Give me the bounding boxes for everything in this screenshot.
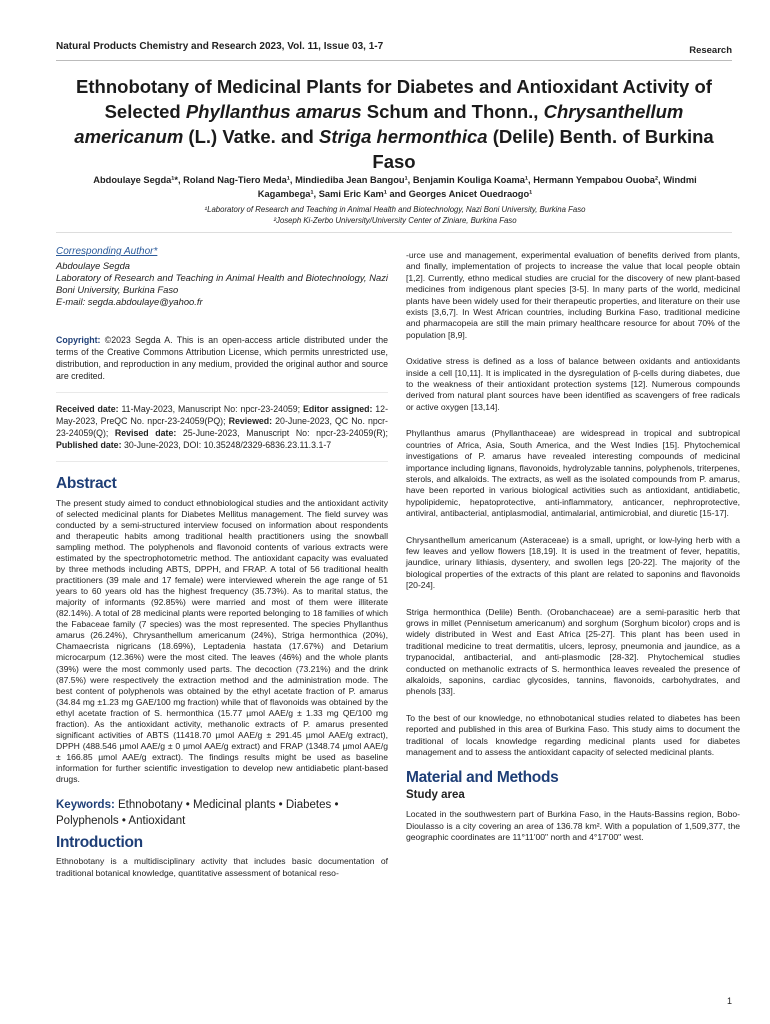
corresponding-name: Abdoulaye Segda xyxy=(56,260,131,272)
author-list: Abdoulaye Segda¹*, Roland Nag-Tiero Meda¹, Mindiediba Jean Bangou¹, Benjamin Kouliga Koama¹, Hermann Yempabou Ouoba², Windmi Kagambega¹, Sami Eric Kam¹ and Georges Anicet Ouedraogo¹ xyxy=(93,175,697,199)
copyright-notice xyxy=(56,334,388,382)
paragraph: To the best of our knowledge, no ethnobotanical studies related to diabetes has been reported and published in this area of Burkina Faso. This study aims to document the traditional of locals knowledge regarding medicinal plants used for diabetes management and to assess the antioxidant capacity of selected medicinal plants. xyxy=(406,712,740,758)
title-species: Striga hermonthica xyxy=(318,126,488,147)
right-column xyxy=(406,250,740,843)
revised-label: Revised date: xyxy=(114,428,177,439)
revised-value: 25-June-2023, Manuscript No: npcr-23-24059(R); xyxy=(176,428,388,439)
article-title xyxy=(56,74,732,174)
paragraph: Striga hermonthica (Delile) Benth. (Orobanchaceae) are a semi-parasitic herb that grows in millet (Pennisetum americanum) and sorghum (Sorghum bicolor) crops and is widely distributed in West and East Africa [25-27]. This plant has been used in traditional medicine to treat dermatitis, ulcers, leprosy, pneumonia and jaundice, as a trypanocidal, antibacterial, and anti-plasmodic [28-32]. Phytochemical studies conducted on methanolic extracts of S. hermonthica leaves revealed the presence of alkaloids, saponins, cardiac glycosides, tannins, flavonoids, carbohydrates, and phenols [33]. xyxy=(406,606,740,697)
corresponding-affiliation: Laboratory of Research and Teaching in Animal Health and Biotechnology, Nazi Boni University, Burkina Faso xyxy=(56,272,388,296)
divider xyxy=(56,461,388,462)
copyright-label: Copyright: xyxy=(56,335,101,346)
title-species: Phyllanthus amarus xyxy=(185,101,362,122)
title-species: Chrysanthellum americanum xyxy=(74,101,684,147)
keywords-list: Ethnobotany • Medicinal plants • Diabetes • Polyphenols • Antioxidant xyxy=(56,799,339,828)
left-column xyxy=(56,246,388,879)
corresponding-author-heading: Corresponding Author* xyxy=(56,246,158,257)
affiliation-1: ¹Laboratory of Research and Teaching in Animal Health and Biotechnology, Nazi Boni University, Burkina Faso xyxy=(204,205,586,214)
title-text: Ethnobotany of Medicinal Plants for Diabetes and Antioxidant Activity of Selected xyxy=(76,76,712,122)
title-rule xyxy=(56,232,732,233)
introduction-paragraph: Ethnobotany is a multidisciplinary activity that includes basic documentation of traditional botanical knowledge, quantitative assessment of botanical reso- xyxy=(56,856,388,878)
published-label: Published date: xyxy=(56,440,122,451)
methods-heading: Material and Methods xyxy=(406,769,559,787)
corresponding-email[interactable]: E-mail: segda.abdoulaye@yahoo.fr xyxy=(56,296,203,308)
page-header xyxy=(56,41,732,61)
paragraph: Located in the southwestern part of Burkina Faso, in the Hauts-Bassins region, Bobo-Dioulasso is a city covering an area of 136.78 km². With a population of 1,509,377, the geographic coordinates are 11°11'00" north and 4°17'00" west. xyxy=(406,809,740,843)
introduction-heading: Introduction xyxy=(56,834,143,852)
page-number: 1 xyxy=(726,996,732,1006)
copyright-text: ©2023 Segda A. This is an open-access article distributed under the terms of the Creative Commons Attribution License, which permits unrestricted use, distribution, and reproduction in any medium, provided the original author and source are credited. xyxy=(56,335,388,382)
journal-citation: Natural Products Chemistry and Research 2023, Vol. 11, Issue 03, 1-7 xyxy=(56,41,384,52)
study-area-heading: Study area xyxy=(406,788,465,801)
keywords xyxy=(56,797,388,829)
affiliation-2: ²Joseph Ki-Zerbo University/University Center of Ziniare, Burkina Faso xyxy=(273,215,517,225)
received-label: Received date: xyxy=(56,404,119,415)
title-text: (Delile) Benth. of Burkina Faso xyxy=(372,126,714,172)
title-text: Schum and Thonn., xyxy=(361,101,544,122)
affiliations xyxy=(80,205,710,226)
paragraph: Chrysanthellum americanum (Asteraceae) is a small, upright, or low-lying herb with a few leaves and yellow flowers [18,19]. It is used in the treatment of fever, hepatitis, jaundice, urinary lithiasis, dysentery, and swollen legs [20-22]. The majority of the biological properties of the extracts of this plant are related to saponins and flavonoids [20-24]. xyxy=(406,534,740,591)
reviewed-label: Reviewed: xyxy=(228,416,273,427)
editor-value: 12-May-2023, PreQC No. npcr-23-24059(PQ); xyxy=(56,404,388,427)
article-dates xyxy=(56,403,388,451)
reviewed-value: 20-June-2023, QC No. npcr-23-24059(Q); xyxy=(56,416,388,439)
title-text: (L.) Vatke. and xyxy=(183,126,319,147)
header-rule xyxy=(56,60,732,61)
keywords-label: Keywords: xyxy=(56,799,115,812)
abstract-text: The present study aimed to conduct ethnobiological studies and the antioxidant activity of selected medicinal plants for Diabetes Mellitus management. The field survey was conducted by a semi-structured interview focused on information about respondents and therapeutic habits among traditional health practitioners using the snowball sampling method. The polyphenols and flavonoid contents of various extracts were estimated by the spectrophotometric method. The antioxidant capacity was evaluated by three methods including ABTS, DPPH, and FRAP. A total of 56 traditional health practitioners (39 male and 17 female) were interviewed wherein the age range of 51 years to 60 years old has the highest frequency (35.73%). As to marital status, the majority of informants (92.85%) were married and most of them were illiterate (82.14%). A total of 28 medicinal plants were reported belonging to 18 families of which the Fabaceae family (7 species) was the most represented. The species Phyllanthus amarus (26.24%), Chrysanthellum americanum (24%), Striga hermonthica (20%), Chamaecrista nigricans (18.69%), Leptadenia hastata (17.67%) and Detarium microcarpum (12.36%) were the most cited. The leaves (46%) and the whole plants (39%) were the most commonly used parts. The decoction (73.21%) and the drink (87.5%) were respectively the extraction method and the administration mode. The best content of polyphenols was obtained by the ethyl acetate fraction of P. amarus (34.84 mg ±1.23 mg GAE/100 mg fraction) while that of flavonoids was obtained by the ethyl acetate fraction of S. hermonthica (15.77 µmol AAE/g ± 1.33 mg QE/100 mg fraction). As the antioxidant activity, methanolic extracts of P. amarus presented significant activities of ABTS (11418.70 µmol AAE/g ± 291.45 µmol AAE/g extract), DPPH (488.546 µmol AAE/g ± 0 µmol AAE/g extract) and FRAP (1348.74 µmol AAE/g ± 166.85 µmol AAE/g extract). The findings results might be used as baseline information for further scientific investigation to develop new antidiabetic plant-based drugs. xyxy=(56,497,388,784)
published-value: 30-June-2023, DOI: 10.35248/2329-6836.23.11.3.1-7 xyxy=(121,440,332,451)
paragraph: Oxidative stress is defined as a loss of balance between oxidants and antioxidants inside a cell [10,11]. It is implicated in the dysregulation of β-cells during diabetes, due to the weakness of their antioxidant protection systems [12]. Numerous compounds derived from natural plant sources have been identified as scavengers of free radicals or active oxygen [13,14]. xyxy=(406,356,740,412)
divider xyxy=(56,392,388,393)
corresponding-author-block xyxy=(56,260,388,308)
editor-label: Editor assigned: xyxy=(303,404,373,415)
article-type: Research xyxy=(689,45,732,56)
received-value: 11-May-2023, Manuscript No: npcr-23-24059; xyxy=(118,404,304,415)
paragraph: Phyllanthus amarus (Phyllanthaceae) are widespread in tropical and subtropical countries of Africa, Asia, South America, and the West Indies [15]. Phytochemical investigations of P. amarus have revealed interesting compounds of medicinal importance including lignans, flavonoids, hydrolyzable tannins, polyphenols, triterpenes, sterols, and alkaloids. The extracts, as well as the isolated compounds from P. amarus, have been reported in various biological activities such as antioxidant, antidiabetic, hypolipidemic, hepatoprotective, anti-inflammatory, anticancer, nephroprotective, antiviral, antibacterial, antiplasmodial, antimalarial, antimicrobial, and diuretic [15-17]. xyxy=(406,428,740,519)
abstract-heading: Abstract xyxy=(56,475,117,493)
paragraph: -urce use and management, experimental evaluation of benefits derived from plants, and finally, implementation of projects to increase the value that local people obtain [1,2]. Currently, ethno medical studies are crucial for the discovery of new plant-based medicines from indigenous plant species [3-5]. In many parts of the world, medicinal plants have been widely used for their therapeutic properties, and literature on their use exists [3,6,7]. In West African countries, including Burkina Faso, traditional medicine and pharmacopeia are still the main primary healthcare resource for about 70% of the population [8,9]. xyxy=(406,250,740,340)
